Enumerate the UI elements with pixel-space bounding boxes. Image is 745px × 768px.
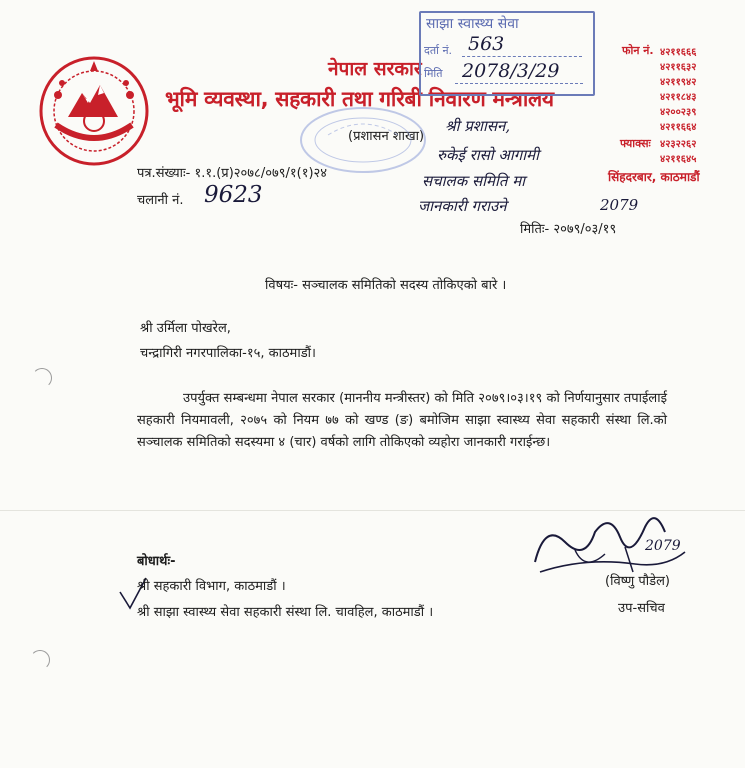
cc-item: श्री सहकारी विभाग, काठमाडौं । [137, 579, 286, 594]
handwritten-note-line: श्री प्रशासन, [445, 117, 511, 135]
stamp-date-label: मिति [424, 67, 443, 80]
signatory-name: (विष्णु पौडेल) [605, 574, 670, 589]
fax-number: ४२११६४५ [660, 154, 697, 165]
punch-hole [32, 368, 52, 388]
fax-label: फ्याक्सः [620, 137, 651, 150]
phone-number: ४२११९४२ [660, 77, 697, 88]
stamp-divider [462, 56, 582, 57]
cc-heading: बोधार्थः- [137, 554, 176, 569]
phone-label: फोन नं. [622, 44, 654, 57]
stamp-date-value: 2078/3/29 [462, 60, 560, 82]
nepal-emblem-icon [38, 55, 150, 167]
ministry-name: भूमि व्यवस्था, सहकारी तथा गरिबी निवारण मन्त्रालय [165, 87, 554, 111]
letter-body [137, 388, 667, 454]
subject-line: विषयः- सञ्चालक समितिको सदस्य तोकिएको बारे । [265, 278, 507, 293]
handwritten-note-line: सचालक समिति मा [422, 172, 526, 190]
dispatch-number: 9623 [204, 182, 263, 208]
phone-number: ४२११६३२ [660, 62, 697, 73]
handwritten-note-line: जानकारी गराउने [418, 197, 507, 215]
section-name: (प्रशासन शाखा) [348, 129, 425, 144]
letter-date: मितिः- २०७९/०३/१९ [520, 222, 617, 237]
stamp-entry-value: 563 [468, 33, 505, 55]
cc-item: श्री साझा स्वास्थ्य सेवा सहकारी संस्था लि. चावहिल, काठमाडौं । [137, 605, 434, 620]
stamp-divider [455, 83, 583, 84]
signature-date: 2079 [645, 538, 681, 554]
reference-number [137, 163, 327, 181]
phone-number: ४२११६६४ [660, 122, 697, 133]
punch-hole [30, 650, 50, 670]
stamp-title: साझा स्वास्थ्य सेवा [426, 16, 519, 32]
dispatch-label: चलानी नं. [137, 193, 184, 208]
office-address: सिंहदरबार, काठमाडौं [608, 170, 700, 184]
reference-label: पत्र.संख्याः- [137, 166, 191, 181]
phone-number: ४२००२३९ [660, 107, 697, 118]
fax-number: ४२३२२६२ [660, 139, 697, 150]
handwritten-note-line: रुकेई रासो आगामी [437, 146, 539, 164]
recipient-name: श्री उर्मिला पोखरेल, [140, 321, 231, 336]
reference-value: १.१.(प्र)२०७८/०७९/१(१)२४ [194, 166, 328, 181]
signatory-title: उप-सचिव [618, 601, 665, 616]
recipient-address: चन्द्रागिरी नगरपालिका-१५, काठमाडौं। [140, 346, 316, 361]
phone-number: ४२११६६६ [660, 47, 697, 58]
government-name: नेपाल सरकार [328, 58, 422, 80]
handwritten-note-date: 2079 [600, 196, 639, 214]
letter-body-text: उपर्युक्त सम्बन्धमा नेपाल सरकार (माननीय मन्त्रीस्तर) को मिति २०७९।०३।१९ को निर्णयानुसार तपाईलाई सहकारी नियमावली, २०७५ को नियम ७७ को खण्ड (ङ) बमोजिम साझा स्वास्थ्य सेवा सहकारी संस्था लि.को सञ्चालक समितिको सदस्यमा ४ (चार) वर्षको लागि तोकिएको व्यहोरा जानकारी गराईन्छ। [137, 391, 667, 450]
phone-number: ४२११८४३ [660, 92, 697, 103]
stamp-entry-label: दर्ता नं. [424, 44, 453, 57]
